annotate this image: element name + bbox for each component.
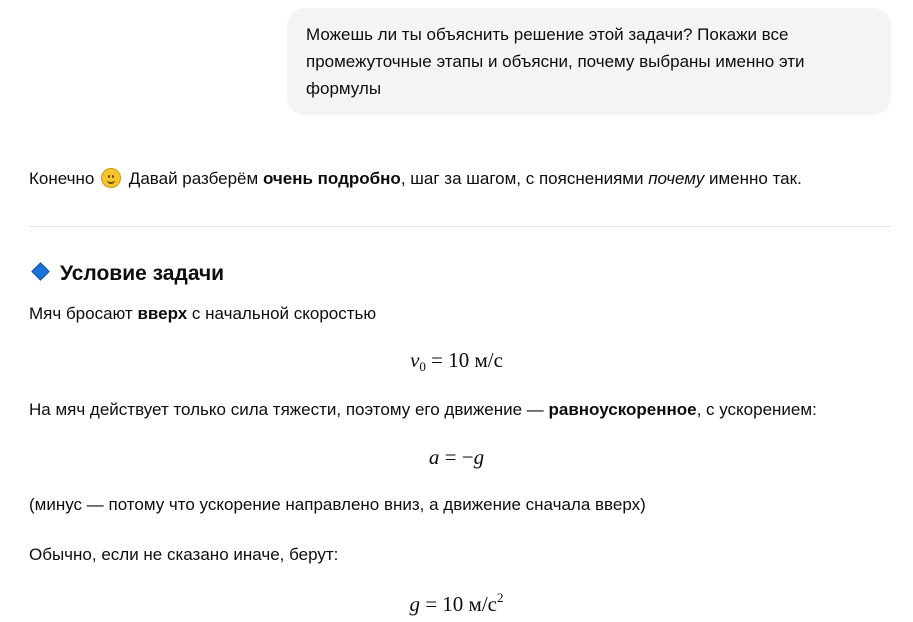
formula-gravity xyxy=(0,590,913,617)
intro-text-3: , шаг за шагом, с пояснениями xyxy=(400,169,649,188)
intro-italic: почему xyxy=(648,169,705,188)
p1-text-a: Мяч бросают xyxy=(29,304,138,323)
intro-text-1: Конечно xyxy=(29,169,95,188)
paragraph-2 xyxy=(29,398,817,422)
intro-bold: очень подробно xyxy=(262,169,401,188)
formula3-var: g xyxy=(409,592,420,616)
formula2-mid: = − xyxy=(439,445,474,469)
p3-text: (минус — потому что ускорение направлено вниз, а движение сначала вверх) xyxy=(29,495,646,514)
formula3-sup: 2 xyxy=(497,590,504,605)
section-heading xyxy=(29,260,224,288)
formula3-rest: = 10 м/с xyxy=(419,592,498,616)
blue-diamond-icon xyxy=(31,262,49,280)
p2-text-b: , с ускорением: xyxy=(696,400,817,419)
paragraph-1 xyxy=(29,302,376,326)
slightly-smiling-face-icon xyxy=(101,168,121,188)
paragraph-3 xyxy=(29,493,646,517)
formula-initial-velocity xyxy=(0,348,913,375)
p1-bold: вверх xyxy=(137,304,188,323)
p1-text-b: с начальной скоростью xyxy=(187,304,377,323)
formula-acceleration xyxy=(0,445,913,470)
assistant-intro xyxy=(29,167,802,191)
p2-text-a: На мяч действует только сила тяжести, поэтому его движение — xyxy=(29,400,549,419)
formula1-var: v xyxy=(410,348,420,372)
formula1-rest: = 10 м/с xyxy=(425,348,503,372)
user-message-text: Можешь ли ты объяснить решение этой задачи? Покажи все промежуточные этапы и объясни, почему выбраны именно эти формулы xyxy=(306,25,805,98)
intro-text-4: именно так. xyxy=(704,169,802,188)
formula2-lhs: a xyxy=(428,445,440,469)
formula2-rhs: g xyxy=(473,445,485,469)
p4-text: Обычно, если не сказано иначе, берут: xyxy=(29,545,339,564)
user-message-bubble xyxy=(287,8,891,115)
section-divider xyxy=(29,226,891,227)
paragraph-4 xyxy=(29,543,338,567)
p2-bold: равноускоренное xyxy=(548,400,697,419)
formula1-sub: 0 xyxy=(419,359,426,374)
section-heading-text: Условие задачи xyxy=(60,262,225,285)
intro-text-2: Давай разберём xyxy=(124,169,263,188)
